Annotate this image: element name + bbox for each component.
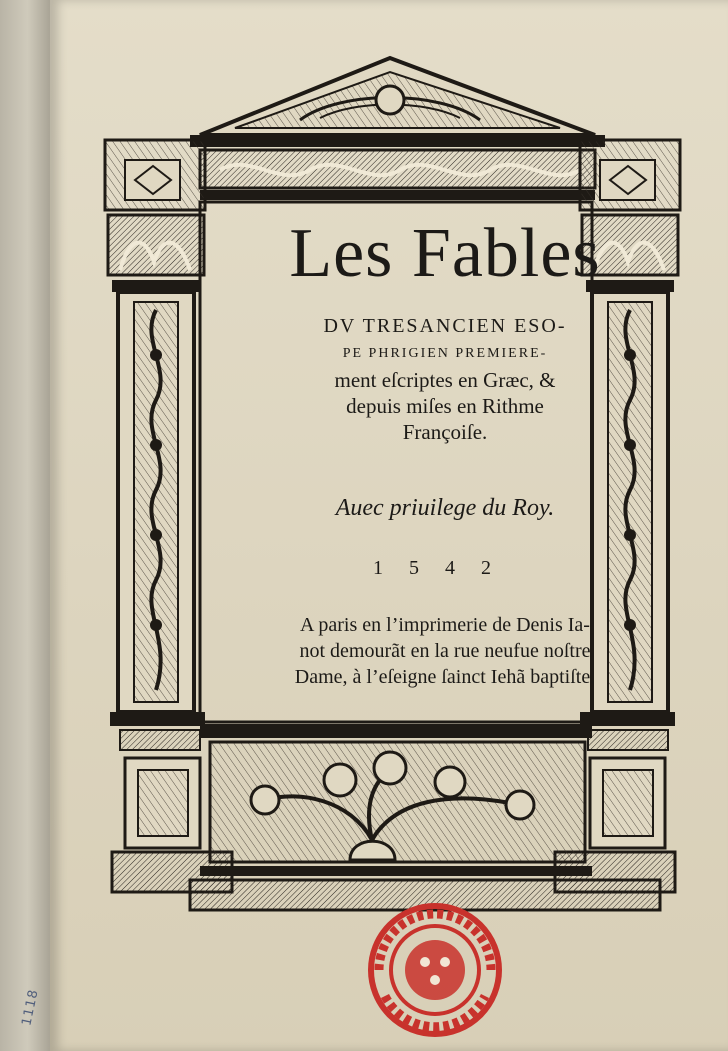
imprint-line-1: A paris en l’imprimerie de Denis Ia- [300,614,590,636]
margin-mark: 1118 [19,987,42,1028]
subtitle-line-2: PE PHRIGIEN PREMIERE- [342,346,548,361]
book-title: Les Fables [289,215,601,292]
imprint-line-3: Dame, à l’eſeigne ſainct Iehã baptiſte. [294,666,596,688]
title-text-block [255,215,635,725]
library-stamp [365,900,505,1040]
year: 1542 [373,557,517,579]
subtitle-line-4: depuis miſes en Rithme [346,394,544,418]
subtitle-line-5: Françoiſe. [402,420,488,444]
title-page [50,0,728,1051]
imprint-line-2: not demourãt en la rue neufue noſtre [299,640,591,662]
pediment [200,58,595,135]
left-page-edge [0,0,50,1051]
entablature [190,135,605,200]
subtitle-line-3: ment eſcriptes en Græc, & [334,368,556,392]
subtitle-line-1: DV TRESANCIEN ESO- [323,315,567,337]
privilege-line: Auec priuilege du Roy. [335,495,555,521]
